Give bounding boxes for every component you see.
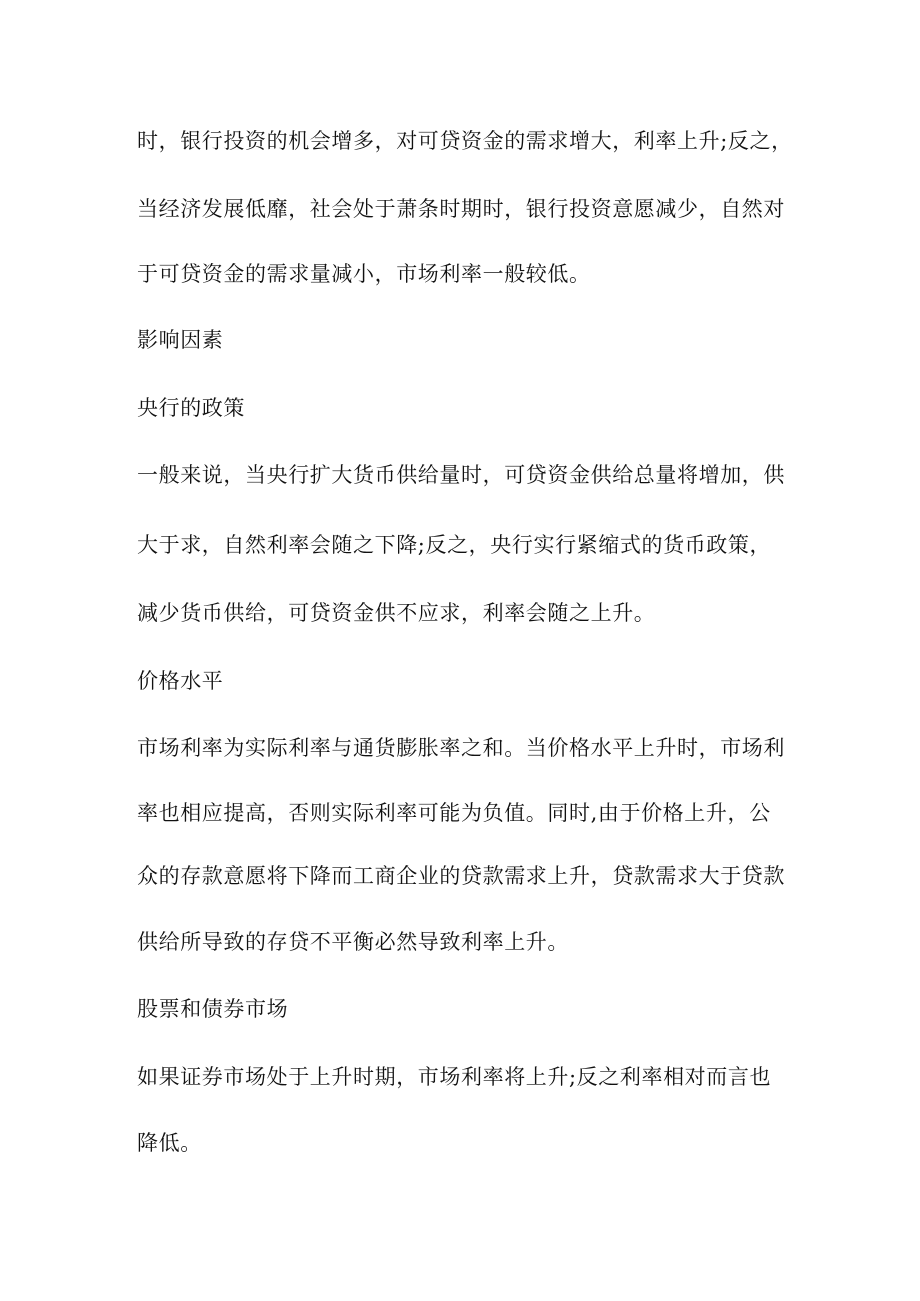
paragraph-line: 减少货币供给，可贷资金供不应求，利率会随之上升。 (137, 601, 656, 625)
paragraph-line: 于可贷资金的需求量减小，市场利率一般较低。 (137, 262, 591, 286)
paragraph-line: 大于求，自然利率会随之下降;反之，央行实行紧缩式的货币政策， (137, 533, 772, 557)
section-heading: 影响因素 (137, 328, 224, 352)
paragraph-line: 时，银行投资的机会增多，对可贷资金的需求增大，利率上升;反之， (137, 129, 793, 153)
paragraph-line: 一般来说，当央行扩大货币供给量时，可贷资金供给总量将增加，供 (137, 463, 785, 487)
paragraph-line: 市场利率为实际利率与通货膨胀率之和。当价格水平上升时，市场利 (137, 736, 785, 760)
paragraph-line: 降低。 (137, 1131, 202, 1155)
paragraph-line: 当经济发展低靡，社会处于萧条时期时，银行投资意愿减少，自然对 (137, 197, 785, 221)
paragraph-line: 率也相应提高，否则实际利率可能为负值。同时,由于价格上升，公 (137, 801, 771, 825)
subsection-heading: 价格水平 (137, 669, 224, 693)
paragraph-line: 如果证券市场处于上升时期，市场利率将上升;反之利率相对而言也 (137, 1065, 772, 1089)
subsection-heading: 央行的政策 (137, 396, 245, 420)
paragraph-line: 众的存款意愿将下降而工商企业的贷款需求上升，贷款需求大于贷款 (137, 864, 785, 888)
paragraph-line: 供给所导致的存贷不平衡必然导致利率上升。 (137, 930, 569, 954)
subsection-heading: 股票和债券市场 (137, 997, 289, 1021)
